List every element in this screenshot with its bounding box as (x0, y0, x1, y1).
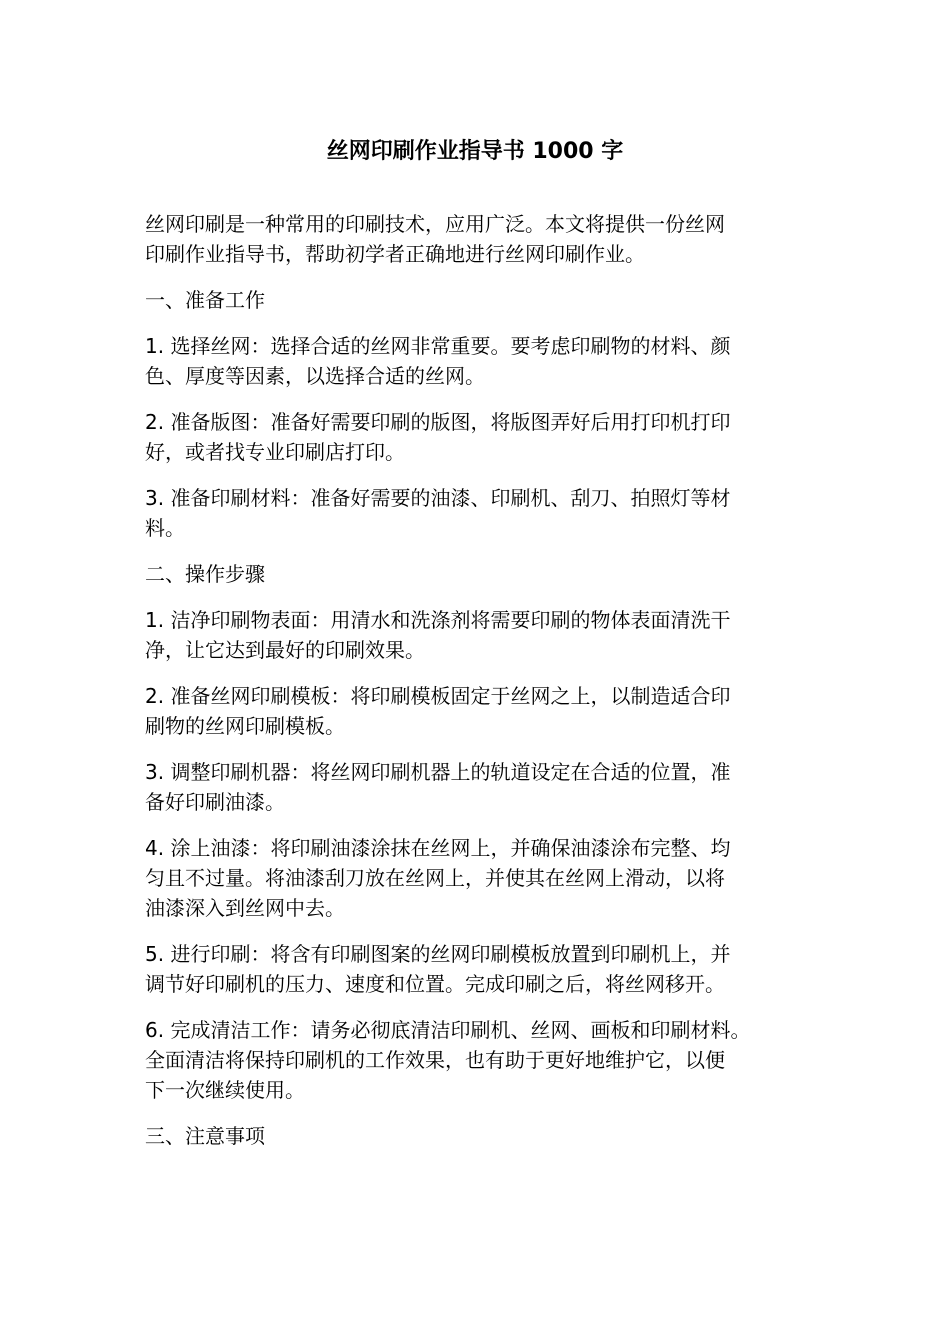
text-line: 三、注意事项 (145, 1124, 265, 1148)
list-item (145, 407, 815, 467)
text-line: 一、准备工作 (145, 288, 265, 312)
text-line: 下一次继续使用。 (145, 1078, 305, 1102)
text-line: 色、厚度等因素，以选择合适的丝网。 (145, 364, 485, 388)
text-line: 好，或者找专业印刷店打印。 (145, 440, 405, 464)
text-line: 4. 涂上油漆：将印刷油漆涂抹在丝网上，并确保油漆涂布完整、均 (145, 836, 731, 860)
text-line: 全面清洁将保持印刷机的工作效果，也有助于更好地维护它，以便 (145, 1048, 725, 1072)
text-line: 二、操作步骤 (145, 562, 265, 586)
text-line: 调节好印刷机的压力、速度和位置。完成印刷之后，将丝网移开。 (145, 972, 725, 996)
list-item (145, 331, 815, 391)
list-item (145, 483, 815, 543)
document-body (145, 209, 815, 1167)
text-line: 料。 (145, 516, 185, 540)
text-line: 1. 洁净印刷物表面：用清水和洗涤剂将需要印刷的物体表面清洗干 (145, 608, 731, 632)
text-line: 油漆深入到丝网中去。 (145, 896, 345, 920)
list-item (145, 833, 815, 923)
text-line: 匀且不过量。将油漆刮刀放在丝网上，并使其在丝网上滑动，以将 (145, 866, 725, 890)
document-title: 丝网印刷作业指导书 1000 字 (326, 139, 624, 164)
list-item (145, 681, 815, 741)
intro-paragraph (145, 209, 815, 269)
text-line: 1. 选择丝网：选择合适的丝网非常重要。要考虑印刷物的材料、颜 (145, 334, 731, 358)
text-line: 3. 准备印刷材料：准备好需要的油漆、印刷机、刮刀、拍照灯等材 (145, 486, 731, 510)
list-item (145, 757, 815, 817)
text-line: 刷物的丝网印刷模板。 (145, 714, 345, 738)
list-item (145, 1015, 815, 1105)
section-heading-preparation (145, 285, 815, 315)
text-line: 丝网印刷是一种常用的印刷技术，应用广泛。本文将提供一份丝网 (145, 212, 725, 236)
text-line: 6. 完成清洁工作：请务必彻底清洁印刷机、丝网、画板和印刷材料。 (145, 1018, 751, 1042)
section-heading-steps (145, 559, 815, 589)
text-line: 备好印刷油漆。 (145, 790, 285, 814)
text-line: 净，让它达到最好的印刷效果。 (145, 638, 425, 662)
list-item (145, 605, 815, 665)
text-line: 印刷作业指导书，帮助初学者正确地进行丝网印刷作业。 (145, 242, 645, 266)
text-line: 5. 进行印刷：将含有印刷图案的丝网印刷模板放置到印刷机上，并 (145, 942, 731, 966)
text-line: 2. 准备版图：准备好需要印刷的版图，将版图弄好后用打印机打印 (145, 410, 731, 434)
text-line: 2. 准备丝网印刷模板：将印刷模板固定于丝网之上，以制造适合印 (145, 684, 731, 708)
text-line: 3. 调整印刷机器：将丝网印刷机器上的轨道设定在合适的位置，准 (145, 760, 731, 784)
section-heading-notes (145, 1121, 815, 1151)
list-item (145, 939, 815, 999)
